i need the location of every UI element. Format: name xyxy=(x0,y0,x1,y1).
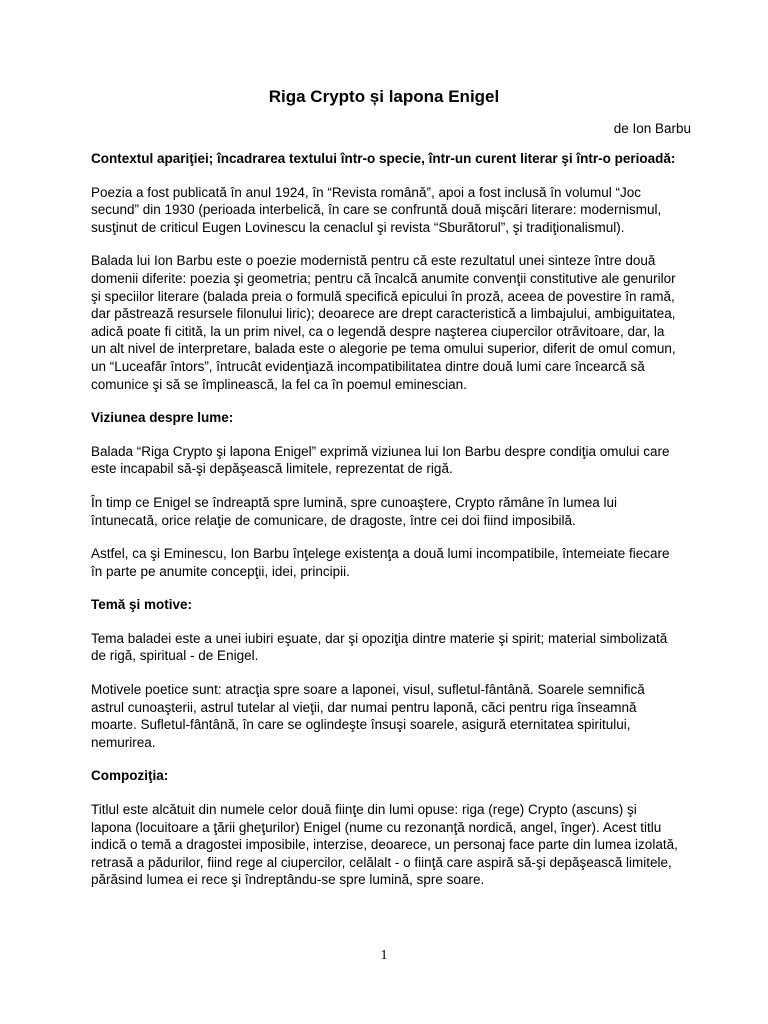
section-heading: Contextul apariţiei; încadrarea textului într-o specie, într-un curent literar şi într-o perioadă: xyxy=(91,151,676,166)
document-body xyxy=(91,150,681,905)
section-composition xyxy=(91,767,681,889)
section-theme xyxy=(91,596,681,751)
paragraph: În timp ce Enigel se îndreaptă spre lumină, spre cunoaştere, Crypto rămâne în lumea lui întunecată, orice relaţie de comunicare, de dragoste, între cei doi fiind imposibilă. xyxy=(91,494,618,528)
paragraph: Titlul este alcătuit din numele celor două fiinţe din lumi opuse: riga (rege) Crypto (ascuns) şi lapona (locuitoare a ţării gheţurilor) Enigel (nume cu rezonanţă nordică, angel, înger). Acest titlu indică o temă a dragostei imposibile, interzise, deoarece, un personaj face parte din lumea izolată, retrasă a pădurilor, fiind rege al ciupercilor, celălalt - o fiinţă care aspiră să-şi depăşească limitele, părăsind lumea ei rece şi îndreptându-se spre lumină, spre soare. xyxy=(91,802,678,888)
document-author: de Ion Barbu xyxy=(613,121,691,136)
section-context xyxy=(91,150,681,393)
page-number: 1 xyxy=(380,948,388,963)
paragraph: Poezia a fost publicată în anul 1924, în “Revista română”, apoi a fost inclusă în volumul “Joc secund” din 1930 (perioada interbelică, în care se confruntă două mişcări literare: modernismul, susţinut de criticul Eugen Lovinescu la cenaclul şi revista “Sburătorul”, şi tradiţionalismul). xyxy=(91,184,662,235)
paragraph: Balada lui Ion Barbu este o poezie modernistă pentru că este rezultatul unei sinteze între două domenii diferite: poezia şi geometria; pentru că încalcă anumite convenţii constitutive ale genurilor şi speciilor literare (balada preia o formulă specifică epicului în proză, aceea de povestire în ramă, dar păstrează resursele filonului liric); deoarece are drept caracteristică a limbajului, ambiguitatea, adică poate fi citită, la un prim nivel, ca o legendă despre naşterea ciupercilor otrăvitoare, dar, la un alt nivel de interpretare, balada este o alegorie pe tema omului superior, diferit de omul comun, un “Luceafăr întors”, întrucât evidenţiază incompatibilitatea dintre două lumi care încearcă să comunice şi să se împlinească, la fel ca în poemul eminescian. xyxy=(91,253,676,392)
paragraph: Motivele poetice sunt: atracţia spre soare a laponei, visul, sufletul-fântână. Soarele semnifică astrul cunoaşterii, astrul tutelar al vieţii, dar numai pentru laponă, căci pentru riga înseamnă moarte. Sufletul-fântână, în care se oglindeşte însuşi soarele, asigură eternitatea spiritului, nemurirea. xyxy=(91,682,645,750)
paragraph: Tema baladei este a unei iubiri eşuate, dar şi opoziţia dintre materie şi spirit; material simbolizată de rigă, spiritual - de Enigel. xyxy=(91,630,668,664)
paragraph: Balada “Riga Crypto şi lapona Enigel” exprimă viziunea lui Ion Barbu despre condiţia omului care este incapabil să-şi depăşească limitele, reprezentat de rigă. xyxy=(91,443,670,477)
section-heading: Viziunea despre lume: xyxy=(91,410,234,426)
document-title: Riga Crypto și lapona Enigel xyxy=(268,87,500,106)
section-worldview xyxy=(91,409,681,580)
section-heading: Temă şi motive: xyxy=(91,597,193,613)
section-heading: Compoziţia: xyxy=(91,768,169,784)
paragraph: Astfel, ca şi Eminescu, Ion Barbu înţelege existenţa a două lumi incompatibile, întemeiate fiecare în parte pe anumite concepţii, idei, principii. xyxy=(91,546,670,579)
